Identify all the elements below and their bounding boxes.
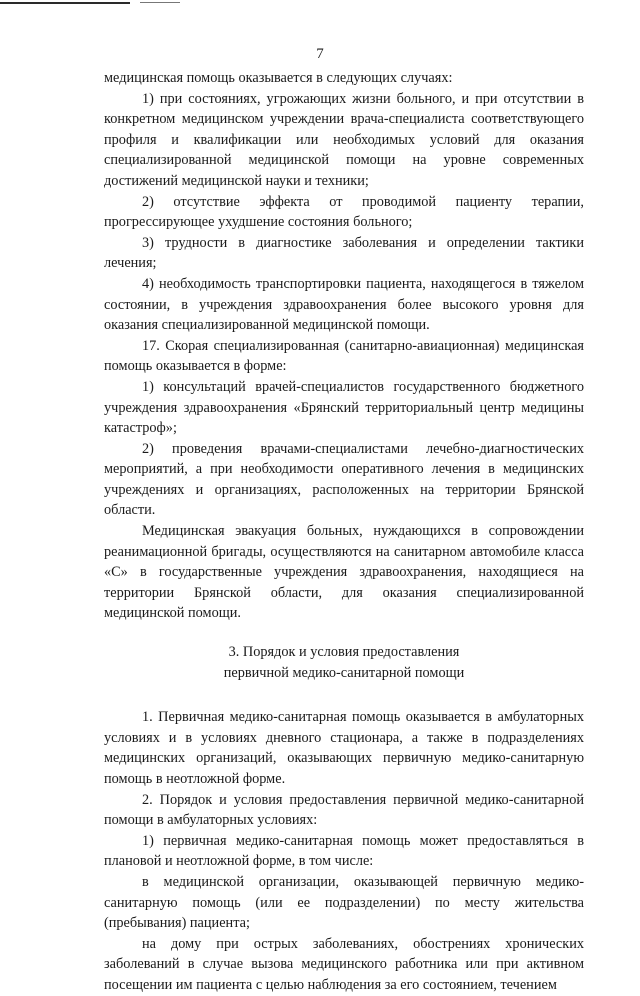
paragraph: 17. Скорая специализированная (санитарно-авиационная) медицинская помощь оказывается в форме: xyxy=(104,337,584,375)
section-heading-line-2: первичной медико-санитарной помощи xyxy=(223,664,465,681)
paragraph: 2) проведения врачами-специалистами лечебно-диагностических мероприятий, а при необходимости оперативного лечения в медицинских учреждениях и организациях, расположенных на территории Брянской области. xyxy=(104,440,584,519)
paragraph: 2) отсутствие эффекта от проводимой пациенту терапии, прогрессирующее ухудшение состояния больного; xyxy=(104,193,584,231)
document-body xyxy=(104,68,584,996)
page-number: 7 xyxy=(316,46,324,62)
paragraph-block-lower xyxy=(104,707,584,995)
paragraph: 1) первичная медико-санитарная помощь может предоставляться в плановой и неотложной форме, в том числе: xyxy=(104,832,584,870)
scan-edge-mark-secondary xyxy=(140,2,180,3)
paragraph: в медицинской организации, оказывающей первичную медико-санитарную помощь (или ее подразделении) по месту жительства (пребывания) пациента; xyxy=(104,873,584,932)
paragraph: на дому при острых заболеваниях, обострениях хронических заболеваний в случае вызова медицинского работника или при активном посещении им пациента с целью наблюдения за его состоянием, течением xyxy=(104,935,584,993)
paragraph: 3) трудности в диагностике заболевания и определении тактики лечения; xyxy=(104,234,584,272)
paragraph: 4) необходимость транспортировки пациента, находящегося в тяжелом состоянии, в учреждения здравоохранения более высокого уровня для оказания специализированной медицинской помощи. xyxy=(104,275,584,334)
paragraph: 1) консультаций врачей-специалистов государственного бюджетного учреждения здравоохранения «Брянский территориальный центр медицины катастроф»; xyxy=(104,378,584,437)
paragraph: 1. Первичная медико-санитарная помощь оказывается в амбулаторных условиях и в условиях дневного стационара, а также в подразделениях медицинских организаций, оказывающих первичную медико-санитарную помощь в неотложной форме. xyxy=(104,709,584,787)
paragraph: 2. Порядок и условия предоставления первичной медико-санитарной помощи в амбулаторных условиях: xyxy=(104,791,584,829)
paragraph-block-upper xyxy=(104,68,584,624)
paragraph: Медицинская эвакуация больных, нуждающихся в сопровождении реанимационной бригады, осуществляются на санитарном автомобиле класса «С» в государственные учреждения здравоохранения, находящиеся на территории Брянской области, для оказания специализированной медицинской помощи. xyxy=(104,523,584,622)
paragraph: медицинская помощь оказывается в следующих случаях: xyxy=(104,70,453,86)
scan-edge-mark xyxy=(0,2,130,4)
section-heading-line-1: 3. Порядок и условия предоставления xyxy=(228,644,460,661)
paragraph: 1) при состояниях, угрожающих жизни больного, и при отсутствии в конкретном медицинском учреждении врача-специалиста соответствующего профиля и квалификации или необходимых условий для оказания специализированной медицинской помощи на уровне современных достижений медицинской науки и техники; xyxy=(104,90,584,189)
section-heading xyxy=(104,642,584,683)
